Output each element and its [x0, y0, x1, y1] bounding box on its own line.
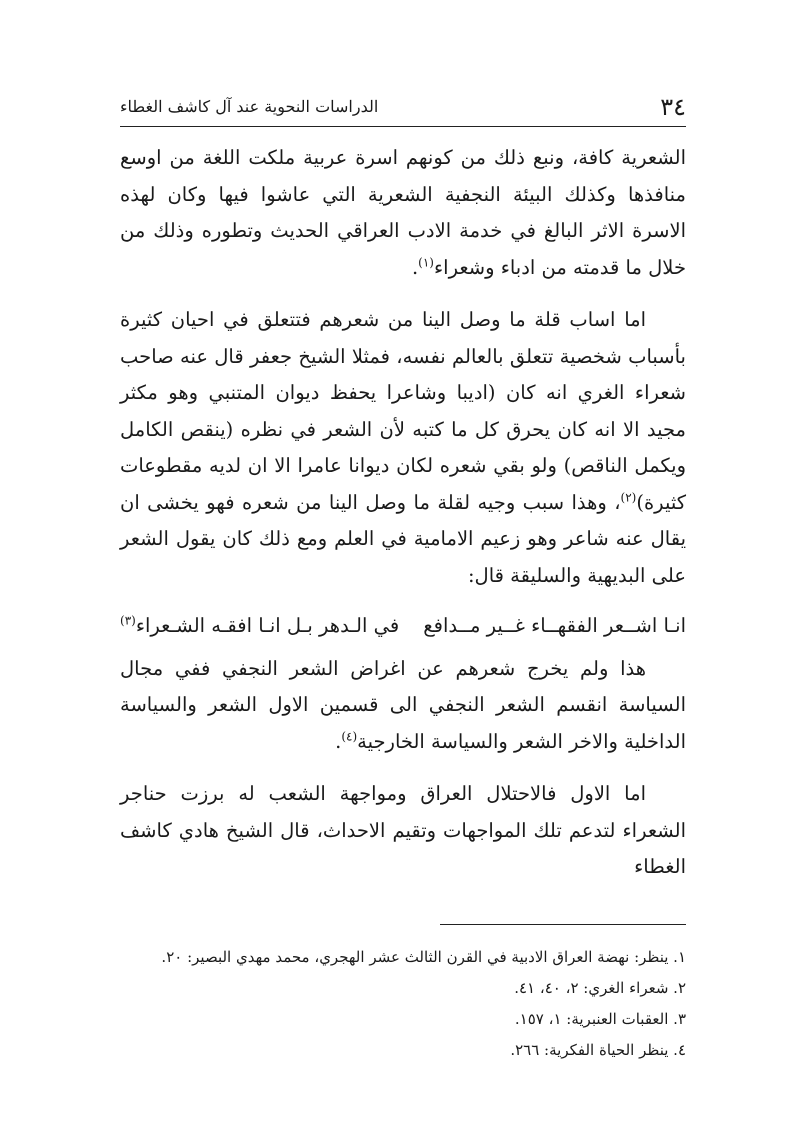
paragraph	[120, 776, 686, 886]
footnote-reference: (٣)	[120, 613, 136, 628]
page-number: ٣٤	[660, 93, 686, 121]
footnote-reference: (٢)	[620, 490, 637, 504]
verse-text: في الـدهر بـل انـا افقـه الشـعراء	[135, 614, 400, 637]
paragraph	[120, 651, 686, 761]
paragraph	[120, 140, 686, 286]
paragraph-text: .	[411, 255, 419, 279]
verse-second-hemistich	[120, 608, 399, 645]
paragraph-text: الشعرية كافة، ونبع ذلك من كونهم اسرة عربية ملكت اللغة من اوسع منافذها وكذلك البيئة النجفية الشعرية التي عاشوا فيها وكان لهذه الاسرة الاثر البالغ في خدمة الادب العراقي الحديث وتطوره وذلك من خلال ما قدمته من ادباء وشعراء	[120, 146, 686, 279]
footnotes	[120, 942, 686, 1066]
main-text	[120, 140, 686, 886]
verse-first-hemistich: انـا اشــعر الفقهــاء غــير مــدافع	[423, 614, 686, 637]
paragraph	[120, 302, 686, 594]
paragraph-text: هذا ولم يخرج شعرهم عن اغراض الشعر النجفي ففي مجال السياسة انقسم الشعر النجفي الى قسمين الاول الشعر والسياسة الداخلية والاخر الشعر والسياسة الخارجية	[120, 656, 686, 753]
footnote: ١. ينظر: نهضة العراق الادبية في القرن الثالث عشر الهجري، محمد مهدي البصير: ٢٠.	[161, 948, 686, 966]
footnote: ٢. شعراء الغري: ٢، ٤٠، ٤١.	[514, 979, 686, 997]
header-divider	[120, 126, 686, 127]
paragraph-text: اما الاول فالاحتلال العراق ومواجهة الشعب له برزت حناجر الشعراء لتدعم تلك المواجهات وتقيم الاحداث، قال الشيخ هادي كاشف الغطاء	[120, 782, 687, 878]
footnote: ٣. العقبات العنبرية: ١، ١٥٧.	[514, 1010, 686, 1028]
footnote-reference: (١)	[418, 255, 434, 269]
paragraph-text: .	[335, 729, 342, 753]
paragraph-text: اما اساب قلة ما وصل الينا من شعرهم فتتعلق في احيان كثيرة بأسباب شخصية تتعلق بالعالم نفسه، فمثلا الشيخ جعفر قال عنه صاحب شعراء الغري انه كان (اديبا وشاعرا يحفظ ديوان المتنبي وهو مكثر مجيد الا انه كان يحرق كل ما كتبه لأن الشعر في نظره (ينقص الكامل ويكمل الناقص) ولو بقي شعره لكان ديوانا عامرا الا ان لديه مقطوعات كثيرة)	[120, 308, 686, 514]
footnote-reference: (٤)	[341, 729, 358, 743]
running-header	[120, 92, 686, 122]
poetry-verse	[120, 608, 686, 645]
footnote: ٤. ينظر الحياة الفكرية: ٢٦٦.	[510, 1041, 686, 1059]
running-title: الدراسات النحوية عند آل كاشف الغطاء	[120, 97, 379, 116]
paragraph-text: ، وهذا سبب وجيه لقلة ما وصل الينا من شعره فهو يخشى ان يقال عنه شاعر وهو زعيم الامامية في العلم ومع ذلك كان يقول الشعر على البديهية والسليقة قال:	[120, 490, 686, 587]
footnote-divider	[440, 924, 686, 925]
